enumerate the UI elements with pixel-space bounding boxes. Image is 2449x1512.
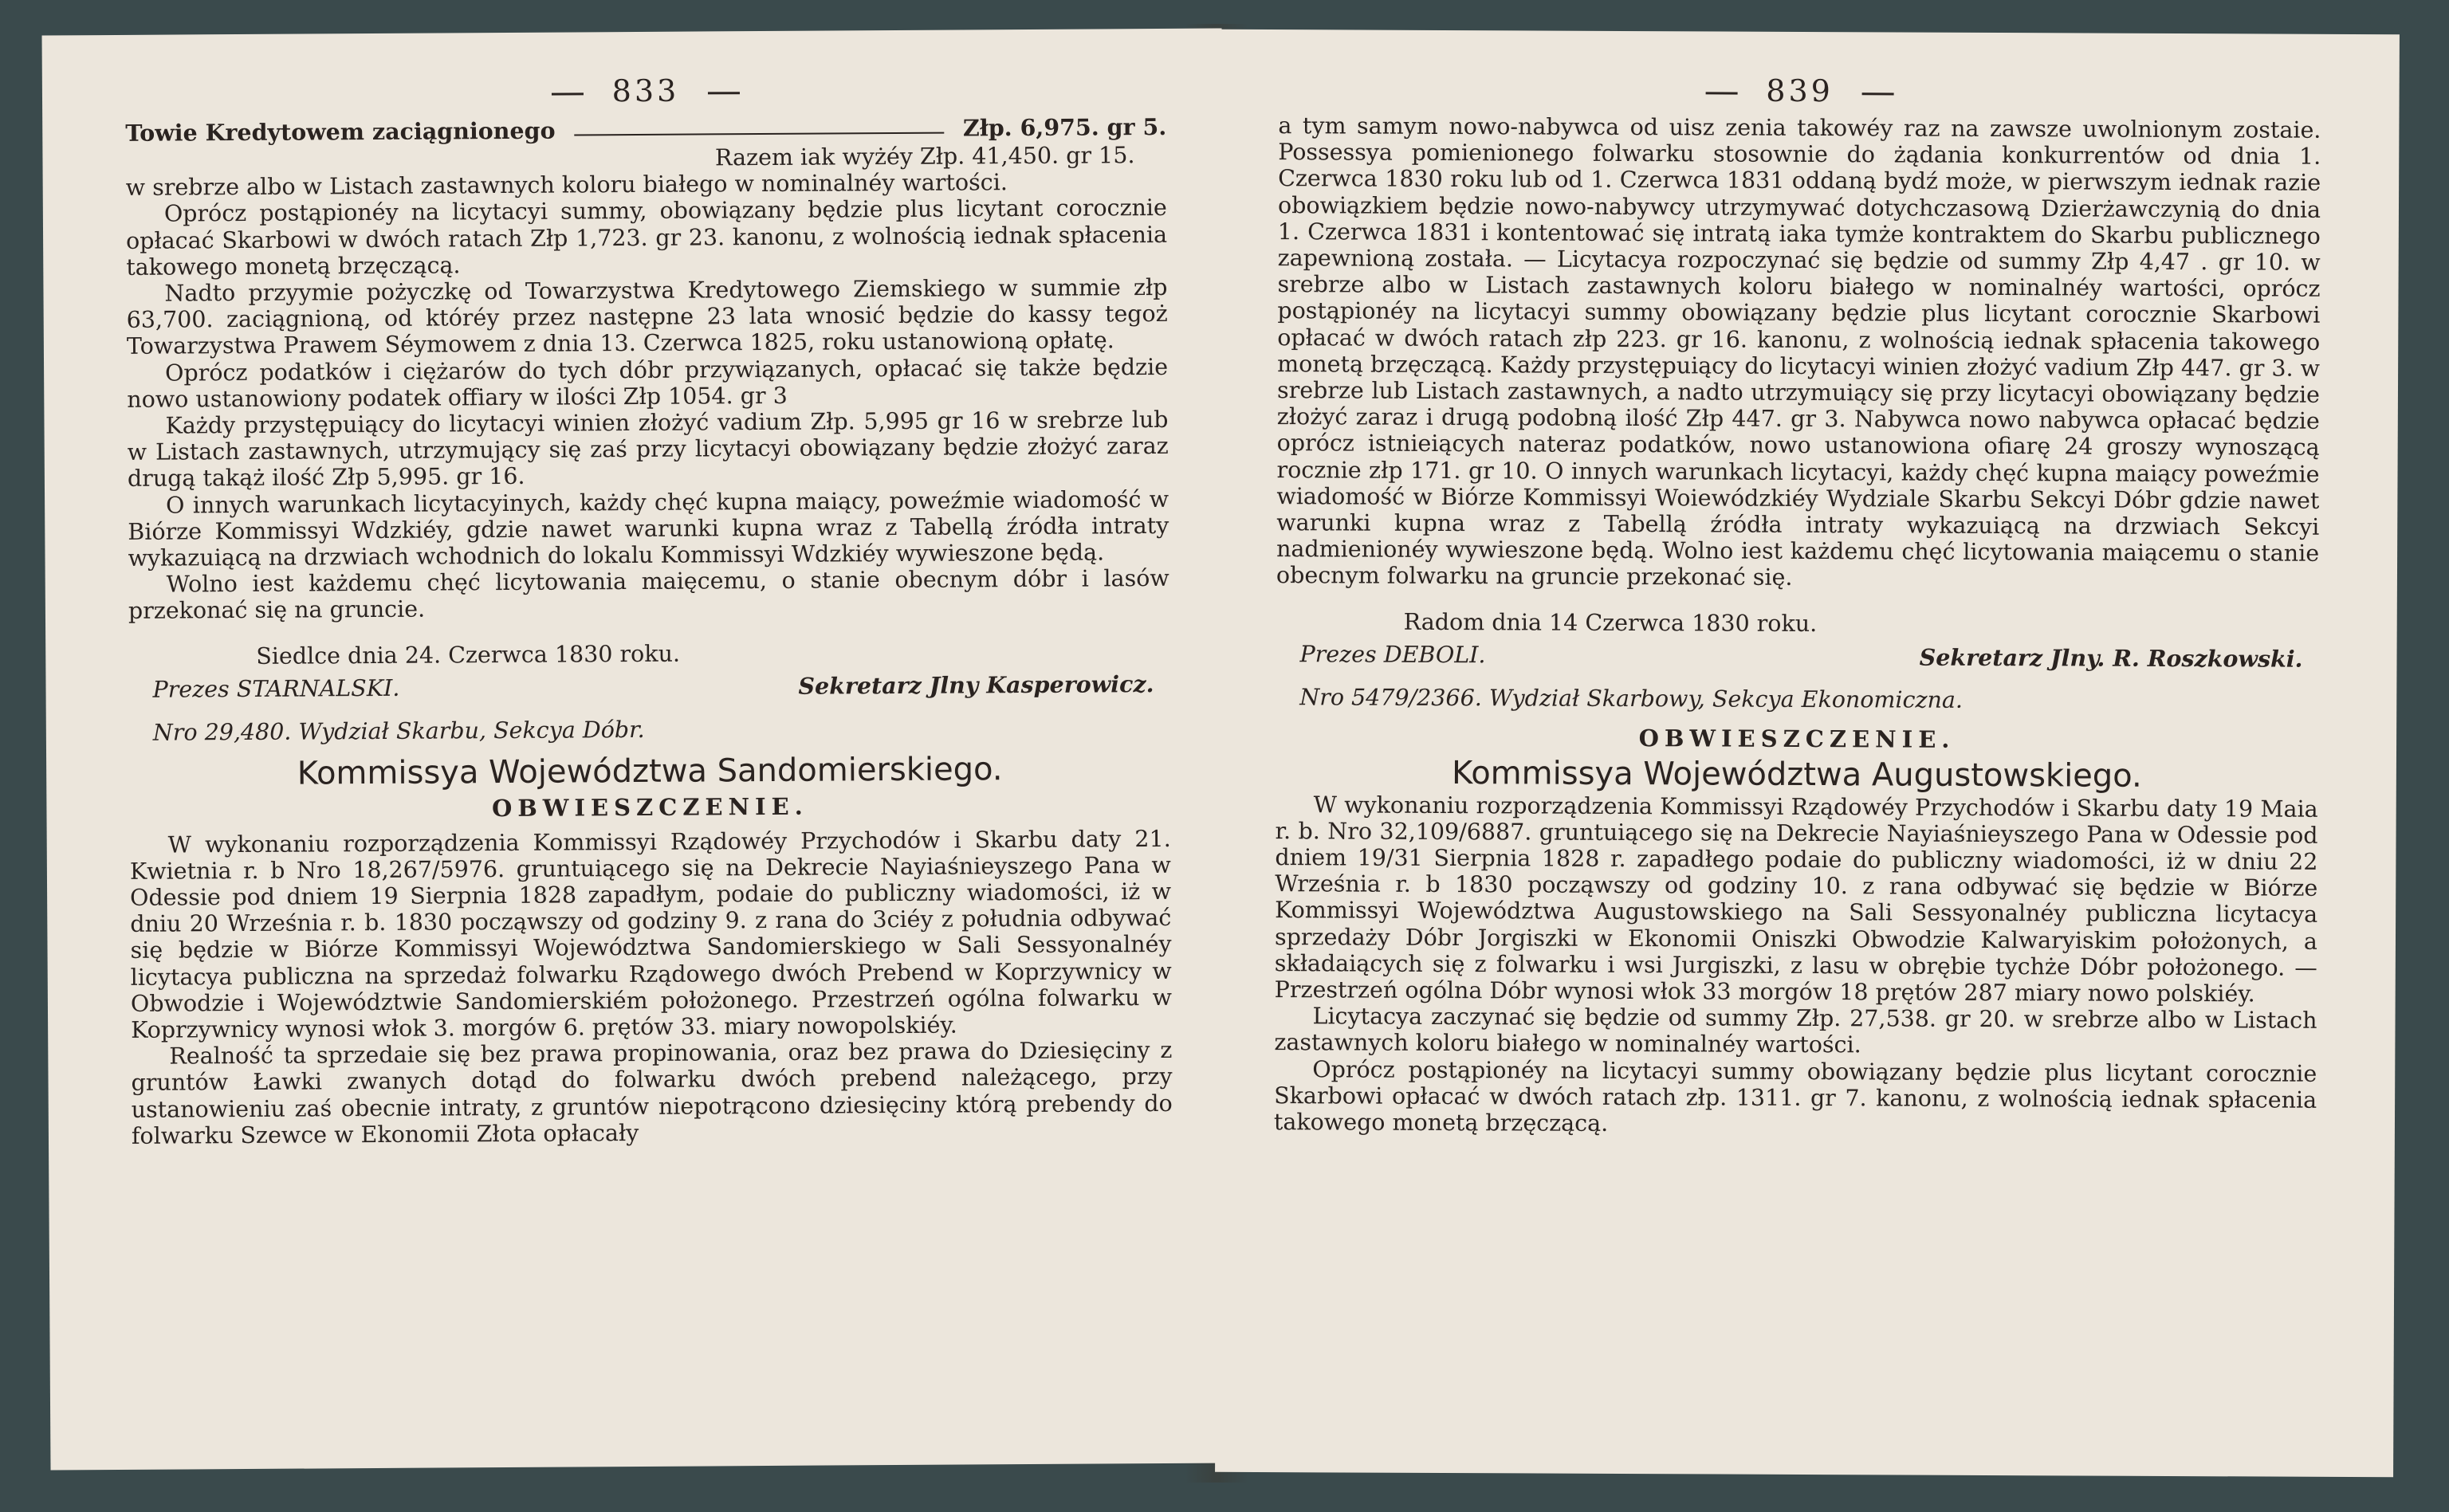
president-label: Prezes — [152, 675, 230, 703]
president-label: Prezes — [1299, 640, 1377, 668]
debt-label: Towie Kredytowem zaciągnionego — [125, 116, 556, 147]
paragraph: Wolno iest każdemu chęć licytowania maięcemu, o stanie obecnym dóbr i lasów przekonać się na gruncie. — [128, 565, 1169, 625]
signature-row — [128, 668, 1169, 706]
notice-heading: OBWIESZCZENIE. — [1638, 724, 1956, 753]
secretary: Sekretarz Jlny Kasperowicz. — [798, 670, 1154, 700]
paragraph: Nadto przyymie pożyczkę od Towarzystwa Kredytowego Ziemskiego w summie złp 63,700. zaciągnioną, od któréy przez następne 23 lata wnosić będzie do kassy tegoż Towarzystwa Prawem Séymowem z dnia 13. Czerwca 1825, roku ustanowioną opłatę. — [126, 273, 1168, 360]
notice-paragraphs-1 — [1276, 112, 2321, 593]
paragraph: Każdy przystępuiący do licytacyi winien złożyć vadium Złp. 5,995 gr 16 w srebrze lub w Listach zastawnych, utrzymujący się zaś przy licytacyi obowiązany będzie złożyć zaraz drugą takąż ilość Złp 5,995. gr 16. — [127, 406, 1169, 493]
page-number-text: 839 — [1766, 73, 1834, 109]
paragraph: W wykonaniu rozporządzenia Kommissyi Rządowéy Przychodów i Skarbu daty 21. Kwietnia r. b Nro 18,267/5976. gruntuiącego się na Dekrecie Nayiaśnieyszego Pana w Odessie pod dniem 19 Sierpnia 1828 zapadłym, podaie do publiczny wiadomości, iż w dniu 20 Września r. b. 1830 począwszy od godziny 9. z rana do 3ciéy z południa odbywać się będzie w Biórze Kommissyi Województwa Sandomierskiego w Sali Sessyonalnéy licytacya publiczna na sprzedaż folwarku Rządowego dwóch Prebend w Koprzywnicy w Obwodzie i Województwie Sandomierskiém położonego. Przestrzeń ogólna folwarku w Koprzywnicy wynosi włok 3. morgów 6. prętów 33. miary nowopolskiéy. — [129, 825, 1173, 1043]
debt-sum: Złp. 6,975. gr 5. — [962, 112, 1167, 142]
paragraph: a tym samym nowo-nabywca od uisz zenia takowéy raz na zawsze uwolnionym zostaie. Possessya pomienionego folwarku stosownie do żądania konkurrentów od dnia 1. Czerwca 1830 roku lub od 1. Czerwca 1831 oddaną bydź może, w pierwszym iednak razie obowiązkiem będzie nowo-nabywcy utrzymywać dotychczasową Dzierżawczynią do dnia 1. Czerwca 1831 i kontentować się intratą iaka tymże kontraktem do Skarbu publicznego zapewnioną została. — Licytacya rozpoczynać się będzie od summy Złp 4,47 . gr 10. w srebrze albo w Listach zastawnych koloru białego w nominalnéy wartości, oprócz postąpionéy na licytacyi summy obowiązany będzie plus licytant corocznie Skarbowi opłacać w dwóch ratach złp 223. gr 16. kanonu, z wolnością iednak spłacenia takowego monetą brzęczącą. Każdy przystępuiący do licytacyi winien złożyć vadium Złp 447. gr 3. w srebrze lub Listach zastawnych, a nadto utrzymuiący się przy licytacyi obowiązany będzie złożyć zaraz i drugą podobną ilość Złp 447. gr 3. Nabywca nowo nabywca opłacać będzie oprócz istnieiących nateraz podatków, nowo ustanowiona ofiarę 24 groszy wynoszącą rocznie złp 171. gr 10. O innych warunkach licytacyi, każdy chęć kupna maiący poweźmie wiadomość w Biórze Kommissyi Woiewódzkiéy Wydziale Skarbu Sekcyi Dóbr gdzie nawet warunki kupna wraz z Tabellą źródła intraty wykazuiącą na drzwiach Sekcyi nadmienionéy wywieszone będą. Wolno iest każdemu chęć licytowania maiącemu o stanie obecnym folwarku na gruncie przekonać się. — [1276, 112, 2321, 591]
president-name: DEBOLI. — [1383, 641, 1486, 668]
nro-line: Nro 5479/2366. Wydział Skarbowy, Sekcya Ekonomiczna. — [1299, 683, 1964, 713]
nro-line: Nro 29,480. Wydział Skarbu, Sekcya Dóbr. — [152, 716, 645, 746]
page-number-text: 833 — [611, 73, 680, 109]
notice-paragraphs-2 — [1274, 791, 2318, 1140]
total-line: Razem iak wyżéy Złp. 41,450. gr 15. — [714, 142, 1135, 171]
dash-right — [708, 92, 740, 94]
place-date: Siedlce dnia 24. Czerwca 1830 roku. — [256, 640, 681, 670]
president — [1299, 638, 1485, 671]
president — [152, 672, 399, 705]
president-name: STARNALSKI. — [236, 674, 400, 702]
signature-row — [1276, 638, 2318, 675]
page-number-left — [125, 70, 1166, 112]
commission-title: Kommissya Województwa Augustowskiego. — [1451, 754, 2142, 795]
paragraph: w srebrze albo w Listach zastawnych koloru białego w nominalnéy wartości. — [125, 169, 1008, 202]
notice-paragraphs-1 — [126, 168, 1169, 624]
dash-left — [1705, 92, 1737, 94]
commission-title: Kommissya Województwa Sandomierskiego. — [297, 750, 1003, 792]
paragraph: Oprócz podatków i ciężarów do tych dóbr przywiązanych, opłacać się także będzie nowo ustanowiony podatek offiary w ilości Złp 1054. gr 3 — [127, 353, 1169, 413]
place-date: Radom dnia 14 Czerwca 1830 roku. — [1403, 608, 1818, 637]
notice-paragraphs-2 — [130, 826, 1173, 1149]
paragraph: Oprócz postąpionéy na licytacyi summy, obowiązany będzie plus licytant corocznie opłacać Skarbowi w dwóch ratach Złp 1,723. gr 23. kanonu, z wolnością iednak spłacenia takowego monetą brzęczącą. — [125, 194, 1168, 281]
paragraph: Licytacya zaczynać się będzie od summy Złp. 27,538. gr 20. w srebrze albo w Listach zastawnych koloru białego w nominalnéy wartości. — [1274, 1003, 2317, 1058]
leader-line — [574, 113, 944, 136]
notice-heading: OBWIESZCZENIE. — [491, 792, 808, 822]
page-number-right — [1279, 71, 2321, 111]
paragraph: O innych warunkach licytacyinych, każdy chęć kupna maiący, poweźmie wiadomość w Biórze Kommissyi Wdzkiéy, gdzie nawet warunki kupna wraz z Tabellą źródła intraty wykazuiącą na drzwiach wchodnich do lokalu Kommissyi Wdzkiéy wywieszone będą. — [128, 485, 1169, 571]
left-page — [42, 28, 1231, 1470]
right-page — [1215, 29, 2400, 1477]
dash-left — [552, 92, 584, 95]
paragraph: Oprócz postąpionéy na licytacyi summy obowiązany będzie plus licytant corocznie Skarbowi opłacać w dwóch ratach złp. 1311. gr 7. kanonu, z wolnością iednak spłacenia takowego monetą brzęczącą. — [1273, 1055, 2317, 1137]
paragraph: Realność ta sprzedaie się bez prawa propinowania, oraz bez prawa do Dziesięciny z gruntów Ławki zwanych dotąd do folwarku dwóch prebend należącego, przy ustanowieniu zaś obecnie intraty, z gruntów niepotrącono dziesięciny którą prebendy do folwarku Szewce w Ekonomii Złota opłacały — [131, 1037, 1173, 1149]
paragraph: W wykonaniu rozporządzenia Kommissyi Rządowéy Przychodów i Skarbu daty 19 Maia r. b. Nro 32,109/6887. gruntuiącego się na Dekrecie Nayiaśnieyszego Pana w Odessie pod dniem 19/31 Sierpnia 1828 r. zapadłego podaie do publiczny wiadomości, iż w dniu 22 Września r. b 1830 począwszy od godziny 10. z rana odbywać się będzie w Biórze Kommissyi Województwa Augustowskiego na Sali Sessyonalnéy publiczna licytacya sprzedaży Dóbr Jorgiszki w Ekonomii Oniszki Obwodzie Kalwaryiskim położonych, a składaiących się z folwarku i wsi Jurgiszki, z lasu w obrębie tychże Dóbr położonego. — Przestrzeń ogólna Dóbr wynosi włok 33 morgów 18 prętów 287 miary nowo polskiéy. — [1274, 791, 2318, 1007]
dash-right — [1862, 92, 1894, 95]
secretary: Sekretarz Jlny. R. Roszkowski. — [1919, 643, 2303, 673]
